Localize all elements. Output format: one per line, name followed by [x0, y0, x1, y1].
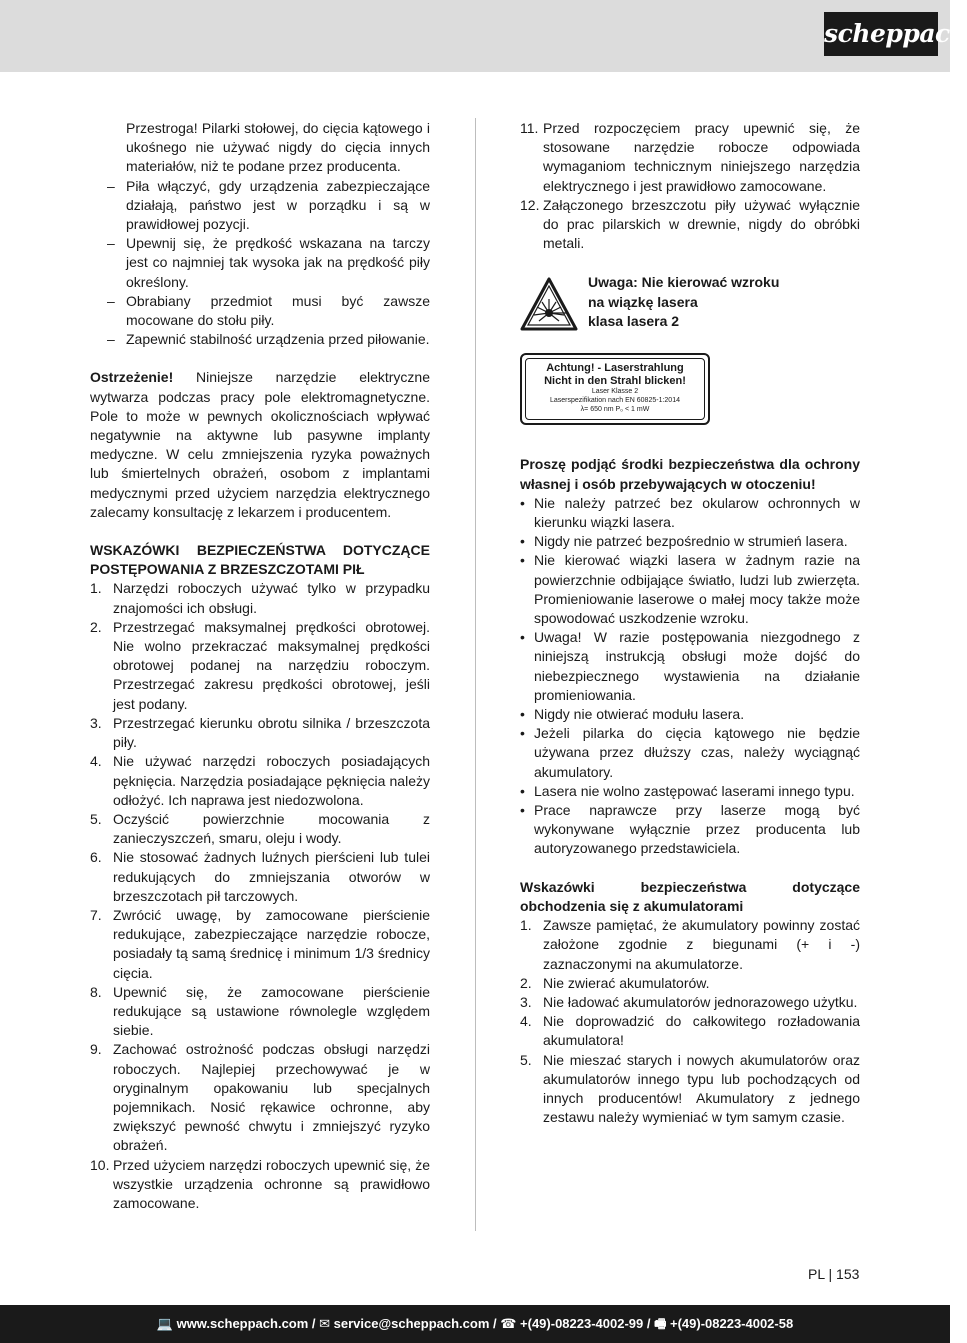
list-item [520, 1051, 860, 1128]
list-item [520, 196, 860, 254]
list-item [90, 618, 430, 714]
list-item [520, 916, 860, 974]
bullet-item [520, 494, 860, 532]
list-item [90, 810, 430, 848]
item-text: Nie zwierać akumulatorów. [543, 974, 710, 991]
warning-text: Niniejsze narzędzie elektryczne wytwarza podczas pracy pole elektromagnetyczne. Pole to może w pewnych okolicznościach wpływać negatywnie na aktywne lub pasywne implanty medyczne. W celu zmniejszenia ryzyka poważnych lub śmiertelnych obrażeń, osobom z implantami medycznymi przed użyciem narzędzia elektrycznego zalecamy konsultację z lekarzem i producentem. [90, 369, 430, 520]
list-item [90, 752, 430, 810]
bullet-item [520, 705, 860, 724]
item-number: 5. [520, 1051, 532, 1068]
laser-label-line: Achtung! - Laserstrahlung [546, 362, 684, 375]
item-text: Przestrzegać maksymalnej prędkości obrotowej. Nie wolno przekraczać maksymalnej prędkości obrotowej podanej na narzędziu roboczym. Przestrzegać zakresu prędkości obrotowej, jeśli jest podany. [113, 618, 430, 712]
item-text: Przestrzegać kierunku obrotu silnika / brzeszczota piły. [113, 714, 430, 751]
item-number: 9. [90, 1041, 102, 1058]
bullet-item [520, 628, 860, 705]
bullet-marker: • [520, 782, 525, 799]
protection-heading: Proszę podjąć środki bezpieczeństwa dla ochrony własnej i osób przebywających w otoczeniu! [520, 456, 860, 492]
item-number: 3. [520, 993, 532, 1010]
item-number: 4. [90, 753, 102, 770]
list-item [90, 983, 430, 1041]
dash-marker: – [107, 292, 115, 309]
right-column [520, 119, 860, 1127]
laser-bullet-list [520, 494, 860, 859]
list-item [90, 906, 430, 983]
page-number-value: 153 [836, 1266, 860, 1282]
dash-item-text: Obrabiany przedmiot musi być zawsze mocowane do stołu piły. [126, 292, 430, 329]
item-number: 2. [90, 618, 102, 635]
bullet-item [520, 724, 860, 782]
column-divider [475, 118, 476, 1231]
item-number: 2. [520, 974, 532, 991]
item-text: Nie mieszać starych i nowych akumulatorów oraz akumulatorów innego typu lub pochodzących od innych producentów! Akumulatory z jednego zestawu należy wymieniać w tym samym czasie. [543, 1051, 860, 1126]
item-text: Zachować ostrożność podczas obsługi narzędzi roboczych. Najlepiej przechowywać je w oryginalnym opakowaniu lub specjalnych pojemnikach. Nosić rękawice ochronne, aby zwiększyć pewność chwytu i zmniejszyć ryzyko obrażeń. [113, 1041, 430, 1154]
item-number: 12. [520, 196, 540, 213]
battery-heading: Wskazówki bezpieczeństwa dotyczące obchodzenia się z akumulatorami [520, 878, 860, 914]
dash-marker: – [107, 331, 115, 348]
dash-item-text: Upewnij się, że prędkość wskazana na tarczy jest co najmniej tak wysoka jak na prędkość piły określony. [126, 235, 430, 290]
laser-label-line: Laser Klasse 2 [591, 388, 639, 396]
laser-class-label-inner [525, 358, 705, 420]
item-text: Nie używać narzędzi roboczych posiadających pęknięcia. Narzędzia posiadające pęknięcia należy odłożyć. Ich naprawa jest niedozwolona. [113, 753, 430, 808]
page-number: PL | 153 [808, 1266, 860, 1282]
bullet-marker: • [520, 552, 525, 569]
laser-label-line: λ= 650 nm P₀ < 1 mW [580, 406, 650, 414]
bullet-text: Nigdy nie patrzeć bezpośrednio w strumień lasera. [534, 533, 848, 550]
laser-warning-line: klasa lasera 2 [588, 313, 680, 330]
bullet-marker: • [520, 494, 525, 511]
list-item [90, 1040, 430, 1155]
footer-contact-bar: 💻 www.scheppach.com / ✉ service@scheppach.com / ☎ +(49)-08223-4002-99 / 🖷 +(49)-08223-4002-58 [0, 1305, 950, 1343]
laser-label-line: Laserspezifikation nach EN 60825-1:2014 [550, 397, 680, 405]
list-item [520, 974, 860, 993]
dash-item [90, 234, 430, 292]
item-number: 6. [90, 849, 102, 866]
list-item [90, 1156, 430, 1214]
laser-warning-area [520, 269, 860, 455]
bullet-text: Nie kierować wiązki lasera w żadnym razie na powierzchnie odbijające światło, ludzi lub zwierzęta. Promieniowanie laserowe o małej mocy także może spowodować uszkodzenie wzroku. [534, 552, 860, 627]
list-item [520, 119, 860, 196]
left-column [90, 119, 430, 1213]
dash-list [90, 177, 430, 350]
list-item [520, 1012, 860, 1050]
item-number: 1. [90, 580, 102, 597]
item-text: Przed rozpoczęciem pracy upewnić się, że stosowane narzędzie robocze odpowiada wymaganiom technicznym niniejszego narzędzia elektrycznego i jest prawidłowo zamocowane. [543, 120, 860, 194]
dash-marker: – [107, 177, 115, 194]
item-number: 3. [90, 714, 102, 731]
bullet-item [520, 551, 860, 628]
laser-label-line: Nicht in den Strahl blicken! [544, 374, 686, 387]
emf-warning-paragraph [90, 368, 430, 522]
bullet-marker: • [520, 533, 525, 550]
list-item [90, 579, 430, 617]
page-language: PL [808, 1266, 825, 1282]
dash-item [90, 292, 430, 330]
item-text: Narzędzi roboczych używać tylko w przypadku znajomości ich obsługi. [113, 580, 430, 616]
bullet-text: Jeżeli pilarka do cięcia kątowego nie będzie używana przez dłuższy czas, należy wyciągnąć akumulatory. [534, 725, 860, 780]
item-text: Zawsze pamiętać, że akumulatory powinny zostać założone zgodnie z biegunami (+ i -) zaznaczonymi na akumulatorze. [543, 917, 860, 972]
bullet-item [520, 782, 860, 801]
item-number: 1. [520, 917, 532, 934]
list-item [520, 993, 860, 1012]
item-text: Nie doprowadzić do całkowitego rozładowania akumulatora! [543, 1013, 860, 1049]
laser-warning-line: Uwaga: Nie kierować wzroku [588, 274, 780, 291]
item-text: Upewnić się, że zamocowane pierścienie redukujące są ustawione równolegle względem siebie. [113, 983, 430, 1039]
laser-warning-line: na wiązkę lasera [588, 293, 698, 310]
list-item [90, 848, 430, 906]
item-text: Zwrócić uwagę, by zamocowane pierścienie redukujące, zabezpieczające narzędzie robocze, posiadały tą samą średnicę i minimum 1/3 średnicy cięcia. [113, 906, 430, 981]
bullet-text: Nigdy nie otwierać modułu lasera. [534, 706, 745, 723]
bullet-text: Nie należy patrzeć bez okularow ochronnych w kierunku wiązki lasera. [534, 494, 860, 531]
caution-paragraph: Przestroga! Pilarki stołowej, do cięcia kątowego i ukośnego nie używać nigdy do cięcia innych materiałów, niż te podane przez producenta. [126, 120, 430, 175]
saw-blade-numbered-list [90, 579, 430, 1213]
dash-item [90, 330, 430, 349]
item-number: 5. [90, 810, 102, 827]
dash-item-text: Piła włączyć, gdy urządzenia zabezpieczające działają, państwo jest w porządku i są w prawidłowej pozycji. [126, 177, 430, 233]
item-number: 7. [90, 906, 102, 923]
header-bar [0, 0, 967, 72]
bullet-item [520, 532, 860, 551]
dash-item-text: Zapewnić stabilność urządzenia przed piłowanie. [126, 331, 430, 348]
item-text: Nie stosować żadnych luźnych pierścieni lub tulei redukujących do zmniejszania otworów w brzeszczotach pił tarczowych. [113, 849, 430, 904]
battery-numbered-list [520, 916, 860, 1127]
item-text: Przed użyciem narzędzi roboczych upewnić się, że wszystkie urządzenia ochronne są prawidłowo zamocowane. [113, 1156, 430, 1211]
item-number: 11. [520, 120, 539, 136]
dash-item [90, 177, 430, 235]
item-number: 4. [520, 1013, 532, 1030]
dash-marker: – [107, 235, 115, 252]
bullet-marker: • [520, 725, 525, 742]
laser-class-label [520, 353, 710, 425]
bullet-marker: • [520, 706, 525, 723]
bullet-marker: • [520, 802, 525, 819]
bullet-marker: • [520, 629, 525, 646]
bullet-text: Lasera nie wolno zastępować laserami innego typu. [534, 782, 855, 799]
scheppach-logo: scheppach [824, 12, 938, 56]
item-text: Nie ładować akumulatorów jednorazowego użytku. [543, 993, 858, 1010]
item-text: Oczyścić powierzchnie mocowania z zanieczyszczeń, smaru, oleju i wody. [113, 810, 430, 847]
item-text: Załączonego brzeszczotu piły używać wyłącznie do prac pilarskich w drewnie, nigdy do obróbki metali. [543, 196, 860, 252]
laser-warning-text [588, 273, 779, 332]
bullet-item [520, 801, 860, 859]
bullet-text: Prace naprawcze przy laserze mogą być wykonywane wyłącznie przez producenta lub autoryzowanego przedstawiciela. [534, 802, 860, 857]
laser-warning-icon [520, 277, 578, 331]
item-number: 8. [90, 983, 102, 1000]
warning-label: Ostrzeżenie! [90, 369, 174, 386]
saw-blade-numbered-list-continued [520, 119, 860, 253]
list-item [90, 714, 430, 752]
saw-blade-section-heading: WSKAZÓWKI BEZPIECZEŃSTWA DOTYCZĄCE POSTĘPOWANIA Z BRZESZCZOTAMI PIŁ [90, 542, 430, 578]
item-number: 10. [90, 1156, 110, 1173]
bullet-text: Uwaga! W razie postępowania niezgodnego z niniejszą instrukcją obsługi może dojść do niebezpiecznego wystawienia na działanie promieniowania. [534, 629, 860, 703]
